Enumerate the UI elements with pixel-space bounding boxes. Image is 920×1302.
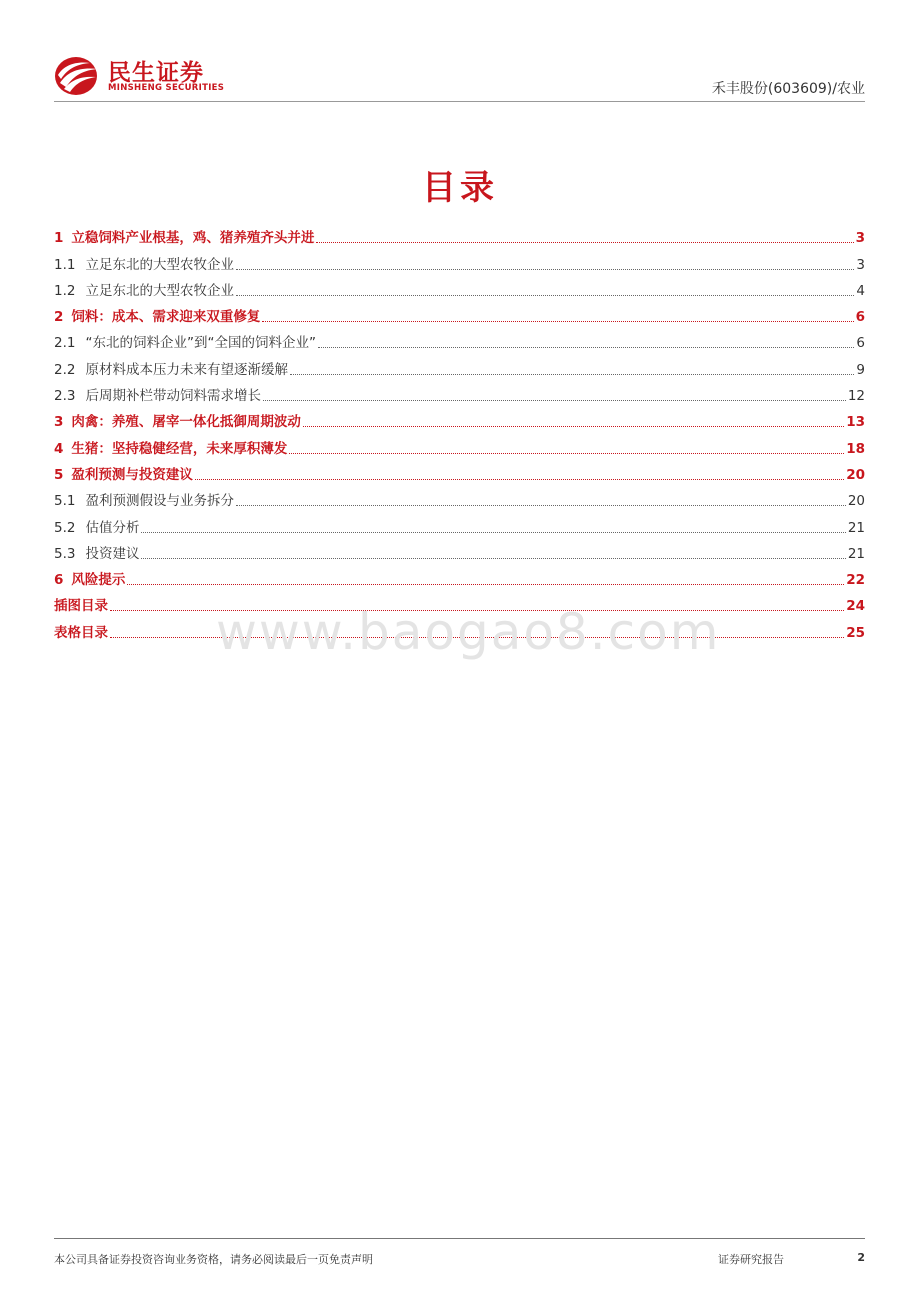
toc-entry[interactable] [54,458,865,484]
toc-entry-text: 投资建议 [85,545,140,562]
toc-entry-number: 1 [54,230,64,247]
toc-entry-label [54,361,288,379]
toc-entry-label [54,308,260,326]
toc-entry[interactable] [54,352,865,378]
toc-entry-page: 6 [855,309,865,326]
toc-entry-label [54,571,125,589]
toc-dot-leader [289,453,844,454]
toc-entry-number: 1.1 [54,256,76,273]
toc-entry-label [54,256,234,274]
toc-entry-page: 25 [846,624,865,641]
toc-entry-label [54,440,287,458]
minsheng-logo-icon [54,55,102,97]
toc-entry-page: 6 [856,335,865,352]
toc-entry-label [54,282,234,300]
toc-entry-label [54,519,139,537]
toc-entry-number: 2 [54,309,64,326]
toc-entry[interactable] [54,431,865,457]
footer-divider [54,1238,865,1239]
toc-entry-text: 生猪：坚持稳健经营，未来厚积薄发 [71,440,288,457]
toc-entry-page: 13 [846,414,865,431]
toc-dot-leader [236,295,854,296]
footer-doc-type: 证券研究报告 [718,1253,784,1266]
toc-entry-page: 24 [846,598,865,615]
logo-text-cn: 民生证券 [108,60,204,86]
toc-entry-text: 肉禽：养殖、屠宰一体化抵御周期波动 [71,414,301,431]
table-of-contents [54,221,865,642]
toc-entry[interactable] [54,379,865,405]
toc-entry[interactable] [54,326,865,352]
toc-entry-page: 9 [856,361,865,378]
toc-entry[interactable] [54,221,865,247]
toc-dot-leader [290,374,854,375]
toc-entry-page: 3 [855,230,865,247]
toc-entry-text: 原材料成本压力未来有望逐渐缓解 [85,361,288,378]
toc-entry-label [54,597,108,615]
toc-entry-text: 风险提示 [71,572,126,589]
toc-entry-text: 立足东北的大型农牧企业 [85,282,234,299]
toc-entry-number: 3 [54,414,64,431]
toc-entry-text: 立足东北的大型农牧企业 [85,256,234,273]
toc-entry-number: 5.2 [54,519,76,536]
toc-dot-leader [195,479,844,480]
toc-entry[interactable] [54,510,865,536]
toc-entry-text: 立稳饲料产业根基，鸡、猪养殖齐头并进 [71,230,315,247]
toc-entry-label [54,624,108,642]
toc-entry-number: 2.2 [54,361,76,378]
toc-entry-label [54,492,234,510]
toc-entry-page: 12 [847,388,865,405]
page-number: 2 [857,1251,865,1264]
toc-entry-number: 5.3 [54,545,76,562]
toc-entry-text: 后周期补栏带动饲料需求增长 [85,388,261,405]
toc-dot-leader [262,321,853,322]
toc-entry-text: 饲料：成本、需求迎来双重修复 [71,309,261,326]
toc-entry[interactable] [54,537,865,563]
toc-entry[interactable] [54,247,865,273]
toc-entry-label [54,413,301,431]
toc-dot-leader [141,532,845,533]
toc-entry-page: 20 [847,493,865,510]
toc-entry-label [54,387,261,405]
footer-disclaimer: 本公司具备证券投资咨询业务资格，请务必阅读最后一页免责声明 [54,1253,373,1266]
toc-entry-text: 估值分析 [85,519,140,536]
toc-dot-leader [127,584,844,585]
toc-entry-page: 18 [846,440,865,457]
toc-title: 目录 [422,168,498,208]
toc-entry-page: 21 [847,519,865,536]
toc-entry-label [54,334,316,352]
toc-entry-number: 5.1 [54,493,76,510]
toc-dot-leader [318,347,854,348]
toc-dot-leader [236,269,854,270]
toc-entry-number: 4 [54,440,64,457]
toc-entry[interactable] [54,563,865,589]
toc-dot-leader [316,242,853,243]
toc-entry-text: 盈利预测与投资建议 [71,466,193,483]
toc-entry[interactable] [54,484,865,510]
toc-entry-label [54,229,314,247]
toc-entry[interactable] [54,274,865,300]
toc-entry-page: 3 [856,256,865,273]
toc-entry-page: 21 [847,545,865,562]
toc-entry-number: 5 [54,466,64,483]
report-subject: 禾丰股份(603609)/农业 [711,81,865,97]
toc-dot-leader [236,505,846,506]
toc-entry-text: 盈利预测假设与业务拆分 [85,493,234,510]
toc-entry-label [54,545,139,563]
toc-entry-number: 1.2 [54,282,76,299]
toc-entry-text: “东北的饲料企业”到“全国的饲料企业” [85,335,316,352]
toc-entry-label [54,466,193,484]
minsheng-logo [54,52,224,98]
toc-entry-text: 插图目录 [54,598,108,615]
toc-entry-text: 表格目录 [54,624,108,641]
toc-entry-page: 22 [846,572,865,589]
toc-dot-leader [263,400,846,401]
page-header [54,52,865,100]
toc-entry-page: 4 [856,282,865,299]
watermark: www.baogao8.com [216,603,721,661]
toc-entry[interactable] [54,300,865,326]
toc-dot-leader [303,426,844,427]
toc-entry-number: 6 [54,572,64,589]
toc-entry[interactable] [54,405,865,431]
toc-entry-number: 2.3 [54,388,76,405]
toc-dot-leader [141,558,845,559]
toc-entry-number: 2.1 [54,335,76,352]
logo-text-en: MINSHENG SECURITIES [108,83,225,93]
header-divider [54,101,865,102]
toc-entry-page: 20 [846,466,865,483]
